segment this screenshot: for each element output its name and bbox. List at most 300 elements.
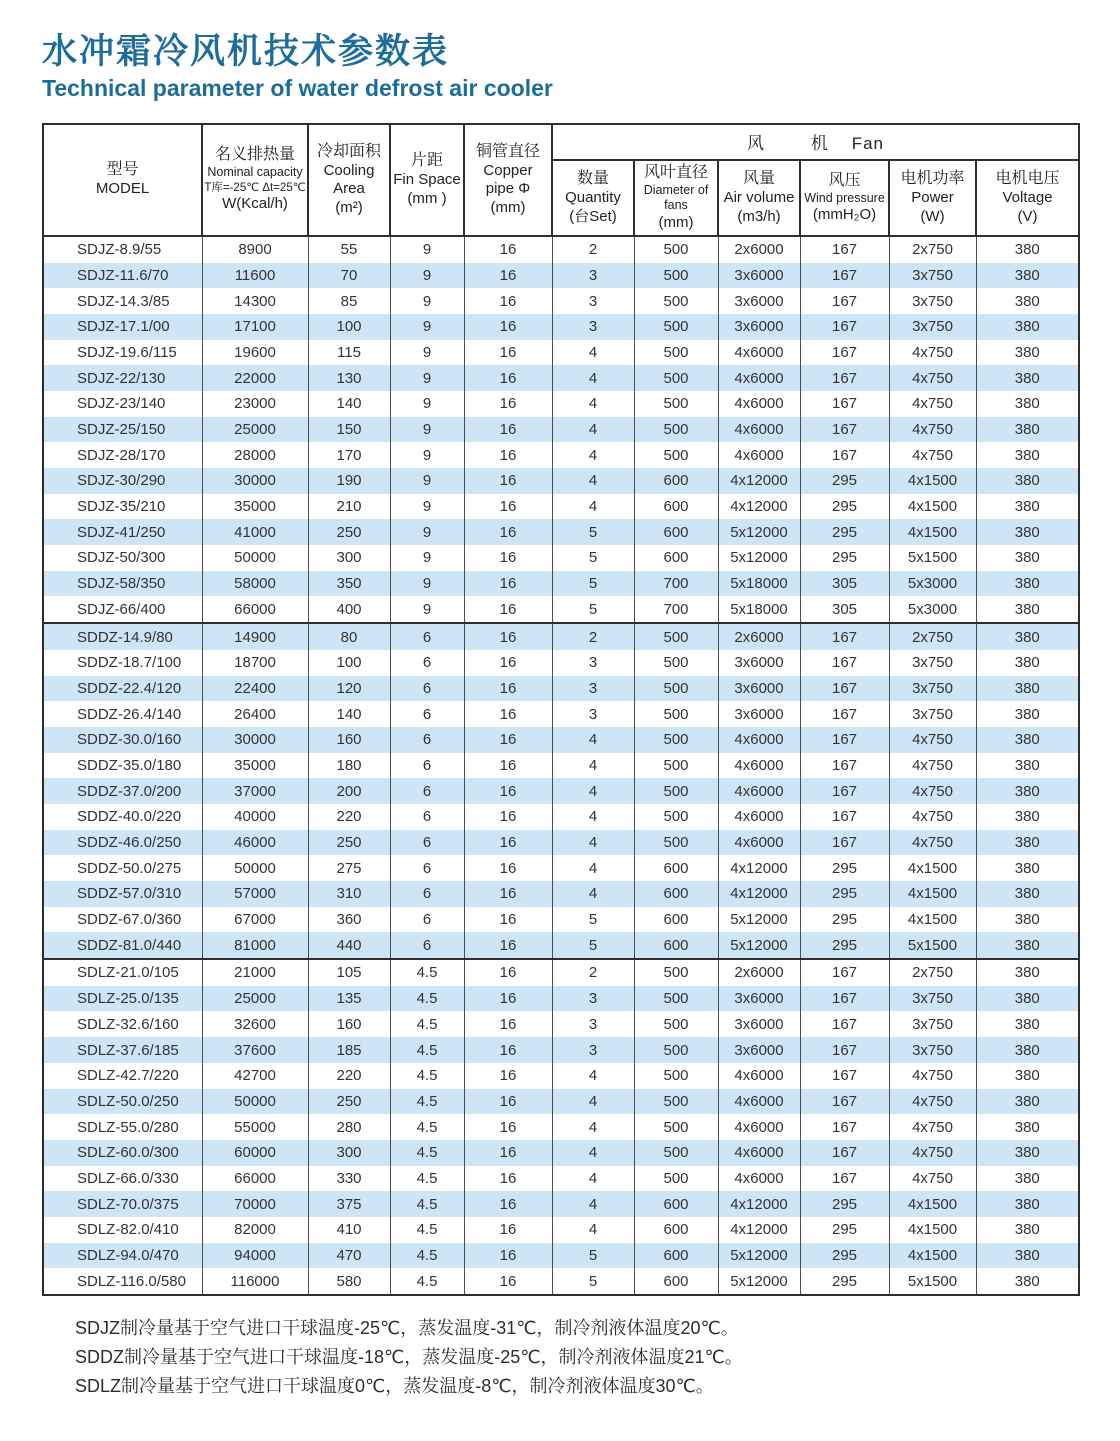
table-cell: 380 bbox=[976, 676, 1079, 702]
table-cell: 380 bbox=[976, 1063, 1079, 1089]
table-cell: 9 bbox=[390, 494, 464, 520]
table-cell: 16 bbox=[464, 986, 552, 1012]
table-cell: 9 bbox=[390, 442, 464, 468]
model-cell: SDLZ-60.0/300 bbox=[43, 1140, 202, 1166]
model-cell: SDDZ-46.0/250 bbox=[43, 830, 202, 856]
table-cell: 4.5 bbox=[390, 1140, 464, 1166]
table-cell: 19600 bbox=[202, 340, 308, 366]
table-cell: 280 bbox=[308, 1114, 390, 1140]
table-cell: 3x6000 bbox=[718, 1037, 800, 1063]
table-cell: 2x6000 bbox=[718, 959, 800, 986]
table-cell: 6 bbox=[390, 623, 464, 650]
table-header bbox=[43, 124, 1079, 236]
table-cell: 4x750 bbox=[889, 365, 976, 391]
table-cell: 5x12000 bbox=[718, 1268, 800, 1295]
table-row bbox=[43, 881, 1079, 907]
table-cell: 4x1500 bbox=[889, 1217, 976, 1243]
table-cell: 9 bbox=[390, 519, 464, 545]
table-cell: 167 bbox=[800, 959, 889, 986]
table-cell: 23000 bbox=[202, 391, 308, 417]
table-cell: 4x750 bbox=[889, 442, 976, 468]
table-cell: 380 bbox=[976, 959, 1079, 986]
model-cell: SDDZ-30.0/160 bbox=[43, 727, 202, 753]
table-cell: 220 bbox=[308, 804, 390, 830]
table-cell: 167 bbox=[800, 727, 889, 753]
table-row bbox=[43, 1191, 1079, 1217]
table-cell: 9 bbox=[390, 468, 464, 494]
column-header-line: Nominal capacity bbox=[207, 165, 303, 180]
table-cell: 5 bbox=[552, 596, 634, 623]
table-cell: 5 bbox=[552, 1243, 634, 1269]
table-cell: 500 bbox=[634, 263, 718, 289]
model-cell: SDDZ-18.7/100 bbox=[43, 650, 202, 676]
table-cell: 380 bbox=[976, 468, 1079, 494]
table-cell: 4.5 bbox=[390, 1166, 464, 1192]
table-cell: 5 bbox=[552, 571, 634, 597]
model-cell: SDJZ-8.9/55 bbox=[43, 236, 202, 263]
table-cell: 167 bbox=[800, 1037, 889, 1063]
model-cell: SDDZ-67.0/360 bbox=[43, 907, 202, 933]
column-header-air-volume bbox=[718, 160, 800, 236]
model-cell: SDJZ-17.1/00 bbox=[43, 314, 202, 340]
table-cell: 380 bbox=[976, 855, 1079, 881]
table-cell: 4 bbox=[552, 753, 634, 779]
table-cell: 16 bbox=[464, 314, 552, 340]
table-cell: 600 bbox=[634, 1268, 718, 1295]
column-header-voltage bbox=[976, 160, 1079, 236]
table-cell: 16 bbox=[464, 1063, 552, 1089]
table-cell: 3 bbox=[552, 986, 634, 1012]
table-cell: 167 bbox=[800, 236, 889, 263]
table-cell: 25000 bbox=[202, 417, 308, 443]
table-cell: 500 bbox=[634, 365, 718, 391]
table-cell: 16 bbox=[464, 1243, 552, 1269]
table-cell: 16 bbox=[464, 1114, 552, 1140]
table-row bbox=[43, 727, 1079, 753]
model-cell: SDLZ-66.0/330 bbox=[43, 1166, 202, 1192]
column-header-line: (台Set) bbox=[569, 207, 617, 225]
table-cell: 9 bbox=[390, 596, 464, 623]
table-cell: 4.5 bbox=[390, 959, 464, 986]
table-cell: 4x1500 bbox=[889, 855, 976, 881]
table-cell: 6 bbox=[390, 727, 464, 753]
table-cell: 210 bbox=[308, 494, 390, 520]
table-cell: 5x12000 bbox=[718, 907, 800, 933]
table-cell: 380 bbox=[976, 314, 1079, 340]
table-cell: 46000 bbox=[202, 830, 308, 856]
column-header-wind-pressure bbox=[800, 160, 889, 236]
table-cell: 5x1500 bbox=[889, 932, 976, 959]
table-cell: 500 bbox=[634, 650, 718, 676]
table-cell: 380 bbox=[976, 1166, 1079, 1192]
table-cell: 3 bbox=[552, 650, 634, 676]
table-cell: 380 bbox=[976, 519, 1079, 545]
table-cell: 3x6000 bbox=[718, 263, 800, 289]
table-cell: 600 bbox=[634, 855, 718, 881]
model-cell: SDJZ-14.3/85 bbox=[43, 288, 202, 314]
table-cell: 6 bbox=[390, 676, 464, 702]
table-cell: 37600 bbox=[202, 1037, 308, 1063]
table-row bbox=[43, 676, 1079, 702]
table-cell: 167 bbox=[800, 804, 889, 830]
table-cell: 500 bbox=[634, 1114, 718, 1140]
table-cell: 295 bbox=[800, 932, 889, 959]
column-header-line: 冷却面积 bbox=[316, 142, 381, 160]
table-cell: 380 bbox=[976, 1011, 1079, 1037]
table-cell: 380 bbox=[976, 263, 1079, 289]
table-cell: 700 bbox=[634, 571, 718, 597]
model-cell: SDDZ-50.0/275 bbox=[43, 855, 202, 881]
table-cell: 380 bbox=[976, 596, 1079, 623]
table-cell: 167 bbox=[800, 778, 889, 804]
table-row bbox=[43, 1140, 1079, 1166]
column-header-line: 风量 bbox=[742, 170, 775, 188]
table-cell: 66000 bbox=[202, 596, 308, 623]
table-cell: 4x6000 bbox=[718, 1089, 800, 1115]
table-cell: 4 bbox=[552, 1140, 634, 1166]
table-cell: 500 bbox=[634, 288, 718, 314]
table-cell: 3x750 bbox=[889, 1037, 976, 1063]
table-cell: 167 bbox=[800, 1089, 889, 1115]
table-cell: 35000 bbox=[202, 753, 308, 779]
table-cell: 3 bbox=[552, 263, 634, 289]
table-row bbox=[43, 571, 1079, 597]
table-cell: 500 bbox=[634, 1063, 718, 1089]
table-cell: 3x750 bbox=[889, 650, 976, 676]
model-cell: SDJZ-35/210 bbox=[43, 494, 202, 520]
table-cell: 4 bbox=[552, 365, 634, 391]
table-cell: 16 bbox=[464, 650, 552, 676]
model-cell: SDLZ-55.0/280 bbox=[43, 1114, 202, 1140]
table-cell: 4x6000 bbox=[718, 778, 800, 804]
column-header-line: 电机电压 bbox=[995, 170, 1060, 188]
table-cell: 28000 bbox=[202, 442, 308, 468]
page-header bbox=[42, 32, 1120, 103]
table-cell: 160 bbox=[308, 1011, 390, 1037]
table-cell: 4x6000 bbox=[718, 417, 800, 443]
table-cell: 500 bbox=[634, 236, 718, 263]
table-cell: 167 bbox=[800, 314, 889, 340]
table-cell: 18700 bbox=[202, 650, 308, 676]
table-cell: 4x6000 bbox=[718, 391, 800, 417]
model-cell: SDDZ-37.0/200 bbox=[43, 778, 202, 804]
table-cell: 4x750 bbox=[889, 417, 976, 443]
table-row bbox=[43, 442, 1079, 468]
table-cell: 4 bbox=[552, 391, 634, 417]
table-cell: 500 bbox=[634, 778, 718, 804]
table-cell: 50000 bbox=[202, 545, 308, 571]
table-row bbox=[43, 1037, 1079, 1063]
table-cell: 380 bbox=[976, 986, 1079, 1012]
table-cell: 16 bbox=[464, 727, 552, 753]
table-cell: 115 bbox=[308, 340, 390, 366]
table-cell: 4 bbox=[552, 778, 634, 804]
model-cell: SDJZ-66/400 bbox=[43, 596, 202, 623]
table-cell: 4x1500 bbox=[889, 881, 976, 907]
table-cell: 167 bbox=[800, 340, 889, 366]
table-cell: 17100 bbox=[202, 314, 308, 340]
table-cell: 200 bbox=[308, 778, 390, 804]
table-cell: 2x6000 bbox=[718, 623, 800, 650]
table-cell: 295 bbox=[800, 519, 889, 545]
table-cell: 100 bbox=[308, 314, 390, 340]
table-cell: 380 bbox=[976, 650, 1079, 676]
table-cell: 4 bbox=[552, 417, 634, 443]
table-cell: 116000 bbox=[202, 1268, 308, 1295]
table-cell: 9 bbox=[390, 571, 464, 597]
column-header-line: 风压 bbox=[828, 171, 861, 189]
table-cell: 16 bbox=[464, 855, 552, 881]
table-row bbox=[43, 468, 1079, 494]
table-cell: 500 bbox=[634, 1037, 718, 1063]
table-cell: 375 bbox=[308, 1191, 390, 1217]
table-row bbox=[43, 417, 1079, 443]
table-cell: 250 bbox=[308, 519, 390, 545]
table-cell: 380 bbox=[976, 545, 1079, 571]
table-cell: 16 bbox=[464, 1140, 552, 1166]
table-cell: 16 bbox=[464, 442, 552, 468]
model-cell: SDDZ-35.0/180 bbox=[43, 753, 202, 779]
table-cell: 4.5 bbox=[390, 1089, 464, 1115]
table-cell: 16 bbox=[464, 701, 552, 727]
column-header-line: Copper bbox=[483, 161, 533, 179]
table-cell: 16 bbox=[464, 1217, 552, 1243]
table-cell: 16 bbox=[464, 1166, 552, 1192]
table-cell: 295 bbox=[800, 1217, 889, 1243]
column-header-nominal bbox=[202, 124, 308, 236]
model-cell: SDJZ-30/290 bbox=[43, 468, 202, 494]
table-cell: 185 bbox=[308, 1037, 390, 1063]
model-cell: SDLZ-82.0/410 bbox=[43, 1217, 202, 1243]
table-cell: 16 bbox=[464, 623, 552, 650]
table-row bbox=[43, 855, 1079, 881]
table-cell: 4.5 bbox=[390, 1114, 464, 1140]
table-cell: 500 bbox=[634, 1011, 718, 1037]
table-cell: 120 bbox=[308, 676, 390, 702]
table-cell: 305 bbox=[800, 596, 889, 623]
table-cell: 295 bbox=[800, 907, 889, 933]
table-row bbox=[43, 1063, 1079, 1089]
table-cell: 330 bbox=[308, 1166, 390, 1192]
table-cell: 350 bbox=[308, 571, 390, 597]
table-cell: 295 bbox=[800, 881, 889, 907]
column-header-line: 片距 bbox=[410, 152, 443, 170]
table-cell: 16 bbox=[464, 596, 552, 623]
table-cell: 3x750 bbox=[889, 288, 976, 314]
table-row bbox=[43, 263, 1079, 289]
table-cell: 135 bbox=[308, 986, 390, 1012]
table-cell: 9 bbox=[390, 545, 464, 571]
table-cell: 4x6000 bbox=[718, 804, 800, 830]
table-cell: 4x750 bbox=[889, 753, 976, 779]
table-cell: 700 bbox=[634, 596, 718, 623]
table-cell: 167 bbox=[800, 701, 889, 727]
table-cell: 380 bbox=[976, 288, 1079, 314]
model-cell: SDLZ-70.0/375 bbox=[43, 1191, 202, 1217]
table-cell: 4x1500 bbox=[889, 519, 976, 545]
table-cell: 380 bbox=[976, 1114, 1079, 1140]
column-header-line: W(Kcal/h) bbox=[222, 195, 288, 213]
table-cell: 190 bbox=[308, 468, 390, 494]
table-cell: 275 bbox=[308, 855, 390, 881]
table-row bbox=[43, 494, 1079, 520]
table-cell: 25000 bbox=[202, 986, 308, 1012]
table-cell: 4x750 bbox=[889, 778, 976, 804]
table-row bbox=[43, 778, 1079, 804]
table-cell: 26400 bbox=[202, 701, 308, 727]
table-cell: 22400 bbox=[202, 676, 308, 702]
table-row bbox=[43, 1268, 1079, 1295]
table-cell: 380 bbox=[976, 727, 1079, 753]
table-cell: 500 bbox=[634, 701, 718, 727]
table-cell: 295 bbox=[800, 1191, 889, 1217]
table-cell: 295 bbox=[800, 855, 889, 881]
table-cell: 295 bbox=[800, 468, 889, 494]
model-cell: SDLZ-25.0/135 bbox=[43, 986, 202, 1012]
fan-group-header: 风 机 Fan bbox=[552, 124, 1079, 160]
table-cell: 600 bbox=[634, 545, 718, 571]
table-cell: 16 bbox=[464, 830, 552, 856]
model-cell: SDJZ-28/170 bbox=[43, 442, 202, 468]
table-row bbox=[43, 288, 1079, 314]
table-cell: 11600 bbox=[202, 263, 308, 289]
table-cell: 100 bbox=[308, 650, 390, 676]
column-header-line: Cooling bbox=[323, 161, 375, 179]
table-cell: 80 bbox=[308, 623, 390, 650]
table-cell: 16 bbox=[464, 753, 552, 779]
table-cell: 2 bbox=[552, 236, 634, 263]
model-cell: SDDZ-14.9/80 bbox=[43, 623, 202, 650]
table-cell: 16 bbox=[464, 468, 552, 494]
model-cell: SDJZ-25/150 bbox=[43, 417, 202, 443]
table-cell: 16 bbox=[464, 519, 552, 545]
column-header-fan-diameter bbox=[634, 160, 718, 236]
table-cell: 4 bbox=[552, 830, 634, 856]
table-cell: 4x12000 bbox=[718, 468, 800, 494]
table-cell: 16 bbox=[464, 365, 552, 391]
table-cell: 600 bbox=[634, 1191, 718, 1217]
table-cell: 9 bbox=[390, 340, 464, 366]
table-cell: 5x3000 bbox=[889, 596, 976, 623]
table-cell: 295 bbox=[800, 1243, 889, 1269]
table-cell: 167 bbox=[800, 676, 889, 702]
table-cell: 500 bbox=[634, 986, 718, 1012]
table-cell: 4 bbox=[552, 1089, 634, 1115]
table-cell: 2 bbox=[552, 623, 634, 650]
table-cell: 6 bbox=[390, 830, 464, 856]
table-cell: 4 bbox=[552, 340, 634, 366]
table-row bbox=[43, 701, 1079, 727]
column-header-copper-pipe bbox=[464, 124, 552, 236]
table-cell: 600 bbox=[634, 881, 718, 907]
table-cell: 50000 bbox=[202, 1089, 308, 1115]
table-cell: 4x12000 bbox=[718, 494, 800, 520]
model-cell: SDLZ-32.6/160 bbox=[43, 1011, 202, 1037]
table-cell: 220 bbox=[308, 1063, 390, 1089]
table-cell: 3x6000 bbox=[718, 288, 800, 314]
table-row bbox=[43, 1217, 1079, 1243]
table-cell: 3x6000 bbox=[718, 650, 800, 676]
table-cell: 16 bbox=[464, 263, 552, 289]
table-cell: 380 bbox=[976, 881, 1079, 907]
model-cell: SDLZ-50.0/250 bbox=[43, 1089, 202, 1115]
table-cell: 2x750 bbox=[889, 623, 976, 650]
table-cell: 3x6000 bbox=[718, 701, 800, 727]
table-cell: 180 bbox=[308, 753, 390, 779]
table-cell: 16 bbox=[464, 1089, 552, 1115]
table-cell: 3x6000 bbox=[718, 314, 800, 340]
table-cell: 140 bbox=[308, 391, 390, 417]
table-cell: 9 bbox=[390, 417, 464, 443]
table-cell: 4 bbox=[552, 804, 634, 830]
model-cell: SDJZ-41/250 bbox=[43, 519, 202, 545]
table-cell: 167 bbox=[800, 391, 889, 417]
table-cell: 4 bbox=[552, 1217, 634, 1243]
table-cell: 70 bbox=[308, 263, 390, 289]
table-cell: 4x750 bbox=[889, 1114, 976, 1140]
table-cell: 16 bbox=[464, 545, 552, 571]
table-cell: 14300 bbox=[202, 288, 308, 314]
table-cell: 4x750 bbox=[889, 830, 976, 856]
table-cell: 167 bbox=[800, 986, 889, 1012]
table-cell: 6 bbox=[390, 907, 464, 933]
column-header-line: 铜管直径 bbox=[475, 142, 540, 160]
table-row bbox=[43, 1243, 1079, 1269]
table-row bbox=[43, 650, 1079, 676]
table-cell: 4x750 bbox=[889, 804, 976, 830]
table-cell: 42700 bbox=[202, 1063, 308, 1089]
table-cell: 5 bbox=[552, 932, 634, 959]
table-cell: 82000 bbox=[202, 1217, 308, 1243]
table-cell: 5x12000 bbox=[718, 932, 800, 959]
table-cell: 167 bbox=[800, 417, 889, 443]
table-cell: 500 bbox=[634, 340, 718, 366]
table-cell: 30000 bbox=[202, 468, 308, 494]
table-cell: 4 bbox=[552, 468, 634, 494]
table-cell: 57000 bbox=[202, 881, 308, 907]
table-cell: 2x750 bbox=[889, 959, 976, 986]
table-row bbox=[43, 545, 1079, 571]
table-cell: 300 bbox=[308, 1140, 390, 1166]
table-cell: 30000 bbox=[202, 727, 308, 753]
column-header-line: 数量 bbox=[576, 170, 609, 188]
table-cell: 4x750 bbox=[889, 1166, 976, 1192]
table-body bbox=[43, 236, 1079, 1295]
table-cell: 380 bbox=[976, 932, 1079, 959]
parameter-table bbox=[42, 123, 1080, 1296]
table-cell: 380 bbox=[976, 494, 1079, 520]
table-cell: 4x750 bbox=[889, 1089, 976, 1115]
table-cell: 380 bbox=[976, 778, 1079, 804]
table-cell: 295 bbox=[800, 494, 889, 520]
table-cell: 4.5 bbox=[390, 1191, 464, 1217]
table-cell: 3 bbox=[552, 314, 634, 340]
table-cell: 310 bbox=[308, 881, 390, 907]
column-header-line: Diameter of fans bbox=[643, 182, 709, 213]
table-cell: 4 bbox=[552, 1063, 634, 1089]
table-cell: 150 bbox=[308, 417, 390, 443]
table-cell: 167 bbox=[800, 623, 889, 650]
table-cell: 5 bbox=[552, 907, 634, 933]
table-cell: 167 bbox=[800, 1166, 889, 1192]
table-cell: 4 bbox=[552, 1166, 634, 1192]
table-cell: 16 bbox=[464, 932, 552, 959]
model-cell: SDDZ-81.0/440 bbox=[43, 932, 202, 959]
table-cell: 9 bbox=[390, 288, 464, 314]
column-header-fin-space bbox=[390, 124, 464, 236]
table-cell: 3x750 bbox=[889, 701, 976, 727]
table-row bbox=[43, 1114, 1079, 1140]
